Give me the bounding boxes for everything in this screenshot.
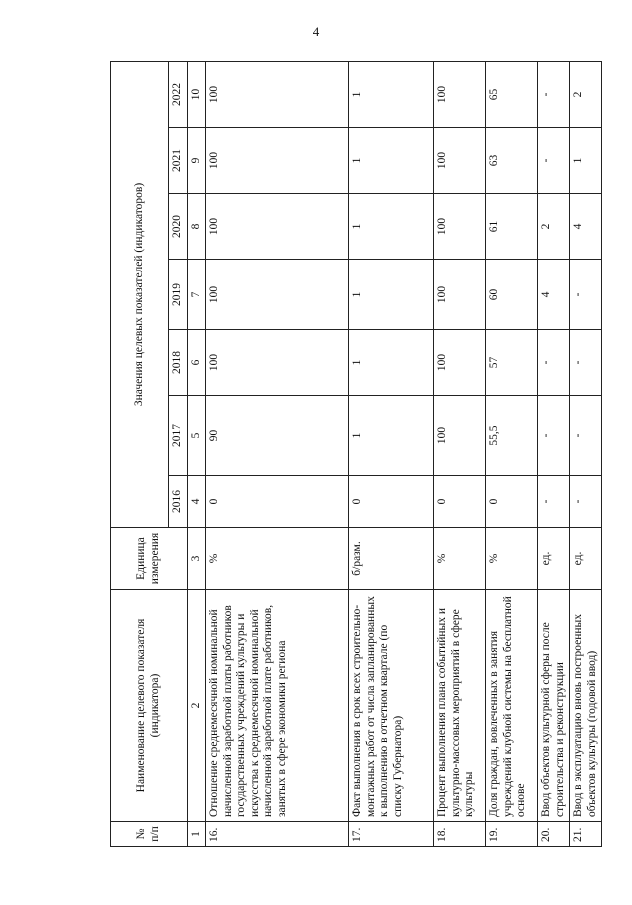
indicator-value: 100 (434, 330, 486, 396)
indicator-value: 55,5 (486, 396, 538, 476)
column-number: 5 (187, 396, 206, 476)
row-number: 21. (570, 822, 602, 847)
indicator-value: 60 (486, 260, 538, 330)
indicator-value: 65 (486, 61, 538, 127)
indicator-value: 0 (434, 476, 486, 528)
header-row-main (111, 61, 169, 846)
indicator-value: 2 (570, 61, 602, 127)
indicator-value: 100 (434, 128, 486, 194)
column-number: 3 (187, 528, 206, 590)
column-number: 8 (187, 194, 206, 260)
header-row-column-numbers (187, 61, 206, 846)
indicator-value: 61 (486, 194, 538, 260)
header-name: Наименование целевого показателя (индикатора) (111, 590, 188, 822)
indicator-name: Ввод объектов культурной сферы после строительства и реконструкции (538, 590, 570, 822)
indicator-value: 2 (538, 194, 570, 260)
indicator-value: 0 (349, 476, 434, 528)
indicator-value: - (538, 396, 570, 476)
row-number: 17. (349, 822, 434, 847)
indicator-value: 1 (570, 128, 602, 194)
indicator-unit: % (206, 528, 349, 590)
table-row (570, 61, 602, 846)
column-number: 10 (187, 61, 206, 127)
indicator-value: 57 (486, 330, 538, 396)
header-year: 2018 (169, 330, 188, 396)
table-row (349, 61, 434, 846)
indicator-value: 100 (206, 128, 349, 194)
header-values: Значения целевых показателей (индикаторов) (111, 61, 169, 527)
table-row (538, 61, 570, 846)
rotated-table-frame (110, 62, 598, 847)
indicator-value: - (570, 330, 602, 396)
column-number: 6 (187, 330, 206, 396)
indicator-value: 100 (206, 194, 349, 260)
indicator-name: Процент выполнения плана событийных и культурно-массовых мероприятий в сфере культуры (434, 590, 486, 822)
indicator-value: 63 (486, 128, 538, 194)
row-number: 16. (206, 822, 349, 847)
indicator-value: 0 (206, 476, 349, 528)
column-number: 9 (187, 128, 206, 194)
indicator-value: 1 (349, 330, 434, 396)
indicator-value: 100 (206, 330, 349, 396)
column-number: 2 (187, 590, 206, 822)
header-year: 2019 (169, 260, 188, 330)
column-number: 4 (187, 476, 206, 528)
indicator-unit: % (434, 528, 486, 590)
row-number: 18. (434, 822, 486, 847)
indicator-value: - (538, 128, 570, 194)
indicator-value: 4 (570, 194, 602, 260)
indicator-name: Отношение среднемесячной номинальной начисленной заработной платы работников государственных учреждений культуры и искусства к среднемесячной номинальной начисленной заработной плате работников, занятых в сфере экономики региона (206, 590, 349, 822)
column-number: 7 (187, 260, 206, 330)
header-year: 2016 (169, 476, 188, 528)
indicator-value: - (570, 260, 602, 330)
indicator-value: 100 (206, 260, 349, 330)
indicator-value: - (538, 61, 570, 127)
indicator-value: 4 (538, 260, 570, 330)
indicator-value: 1 (349, 128, 434, 194)
indicator-value: 1 (349, 396, 434, 476)
indicator-unit: ед. (538, 528, 570, 590)
header-no: № п/п (111, 822, 188, 847)
header-unit: Единица измерения (111, 528, 188, 590)
indicators-table (110, 61, 602, 847)
table-row (206, 61, 349, 846)
column-number: 1 (187, 822, 206, 847)
indicator-unit: б/разм. (349, 528, 434, 590)
indicator-name: Ввод в эксплуатацию вновь построенных объектов культуры (годовой ввод) (570, 590, 602, 822)
page-number: 4 (312, 24, 320, 39)
header-year: 2017 (169, 396, 188, 476)
indicator-value: 90 (206, 396, 349, 476)
indicator-value: 1 (349, 61, 434, 127)
indicator-value: - (538, 476, 570, 528)
indicator-value: - (570, 476, 602, 528)
table-row (486, 61, 538, 846)
indicator-unit: ед. (570, 528, 602, 590)
indicator-value: - (538, 330, 570, 396)
row-number: 19. (486, 822, 538, 847)
indicator-value: 100 (434, 260, 486, 330)
indicator-value: 100 (434, 396, 486, 476)
indicator-value: 1 (349, 260, 434, 330)
indicator-unit: % (486, 528, 538, 590)
indicator-value: 0 (486, 476, 538, 528)
header-year: 2022 (169, 61, 188, 127)
indicator-value: 100 (434, 194, 486, 260)
indicator-name: Факт выполнения в срок всех строительно-монтажных работ от числа запланированных к выполнению в отчетном квартале (по списку Губернатора) (349, 590, 434, 822)
indicator-value: 100 (206, 61, 349, 127)
row-number: 20. (538, 822, 570, 847)
indicator-value: 1 (349, 194, 434, 260)
indicator-value: 100 (434, 61, 486, 127)
header-year: 2020 (169, 194, 188, 260)
header-year: 2021 (169, 128, 188, 194)
indicator-name: Доля граждан, вовлеченных в занятия учреждений клубной системы на бесплатной основе (486, 590, 538, 822)
indicator-value: - (570, 396, 602, 476)
rotated-table-container (110, 62, 598, 847)
table-row (434, 61, 486, 846)
